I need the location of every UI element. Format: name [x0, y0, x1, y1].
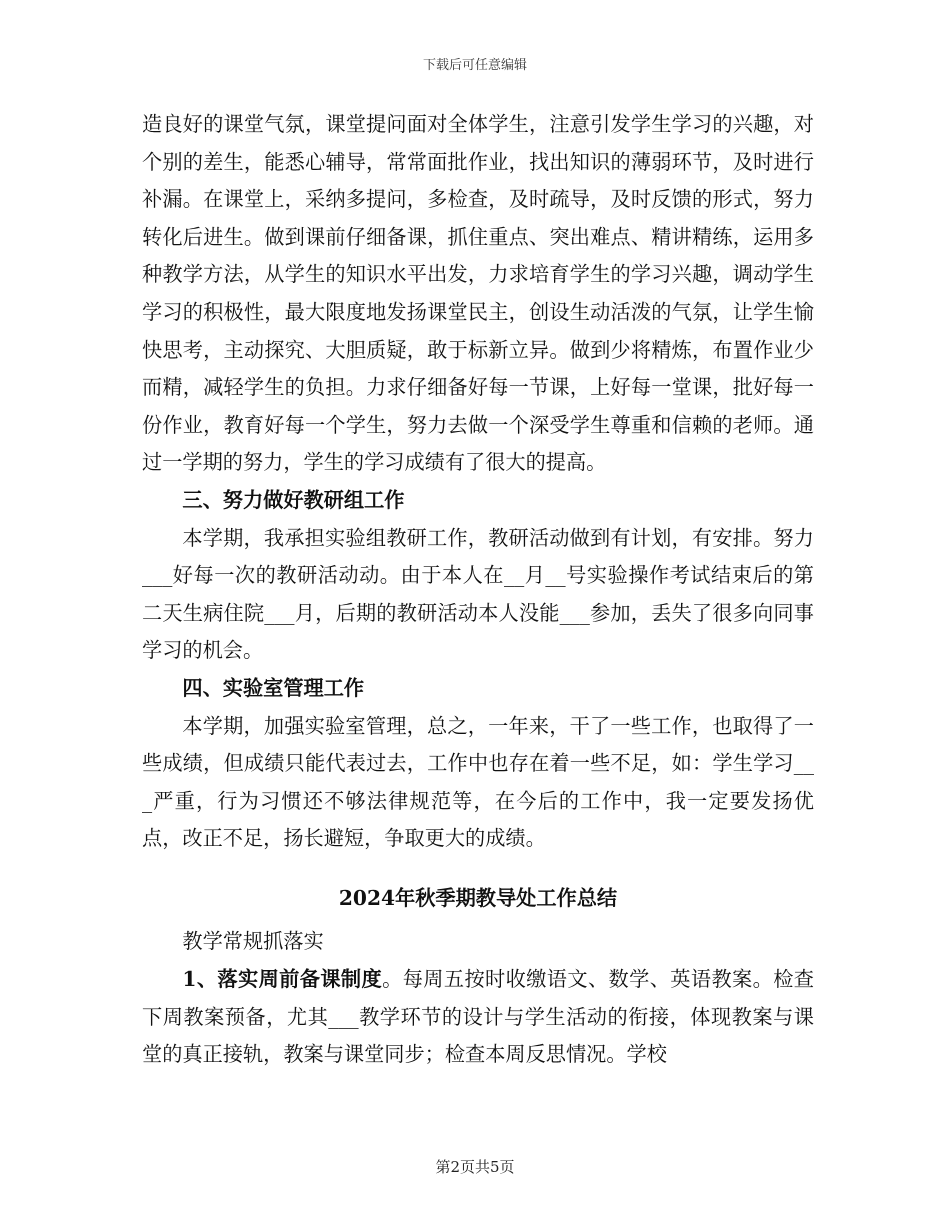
paragraph-2: 本学期，我承担实验组教研工作，教研活动做到有计划，有安排。努力___好每一次的教研活动动。由于本人在__月__号实验操作考试结束后的第二天生病住院___月，后期的教研活动本人没能___参加，丢失了很多向同事学习的机会。	[142, 525, 814, 663]
page-footer: 第2页共5页	[435, 1158, 515, 1176]
paragraph-4-lead: 1、落实周前备课制度	[182, 967, 383, 992]
subheading: 教学常规抓落实	[182, 929, 324, 954]
document-body	[142, 106, 814, 1074]
document-title: 2024年秋季期教导处工作总结	[338, 885, 618, 910]
paragraph-4-text: 。每周五按时收缴语文、数学、英语教案。检查下周教案预备，尤其___教学环节的设计与学生活动的衔接，体现教案与课堂的真正接轨，教案与课堂同步；检查本周反思情况。学校	[142, 967, 814, 1067]
paragraph-1: 造良好的课堂气氛，课堂提问面对全体学生，注意引发学生学习的兴趣，对个别的差生，能悉心辅导，常常面批作业，找出知识的薄弱环节，及时进行补漏。在课堂上，采纳多提问，多检查，及时疏导，及时反馈的形式，努力转化后进生。做到课前仔细备课，抓住重点、突出难点、精讲精练，运用多种教学方法，从学生的知识水平出发，力求培育学生的学习兴趣，调动学生学习的积极性，最大限度地发扬课堂民主，创设生动活泼的气氛，让学生愉快思考，主动探究、大胆质疑，敢于标新立异。做到少将精炼，布置作业少而精，减轻学生的负担。力求仔细备好每一节课，上好每一堂课，批好每一份作业，教育好每一个学生，努力去做一个深受学生尊重和信赖的老师。通过一学期的努力，学生的学习成绩有了很大的提高。	[142, 112, 814, 475]
paragraph-3: 本学期，加强实验室管理，总之，一年来，干了一些工作，也取得了一些成绩，但成绩只能代表过去，工作中也存在着一些不足，如：学生学习___严重，行为习惯还不够法律规范等，在今后的工作中，我一定要发扬优点，改正不足，扬长避短，争取更大的成绩。	[142, 713, 814, 851]
section-heading-3: 三、努力做好教研组工作	[182, 487, 405, 512]
page-header: 下载后可任意编辑	[422, 58, 527, 73]
section-heading-4: 四、实验室管理工作	[182, 675, 365, 700]
paragraph-4	[142, 961, 814, 1074]
